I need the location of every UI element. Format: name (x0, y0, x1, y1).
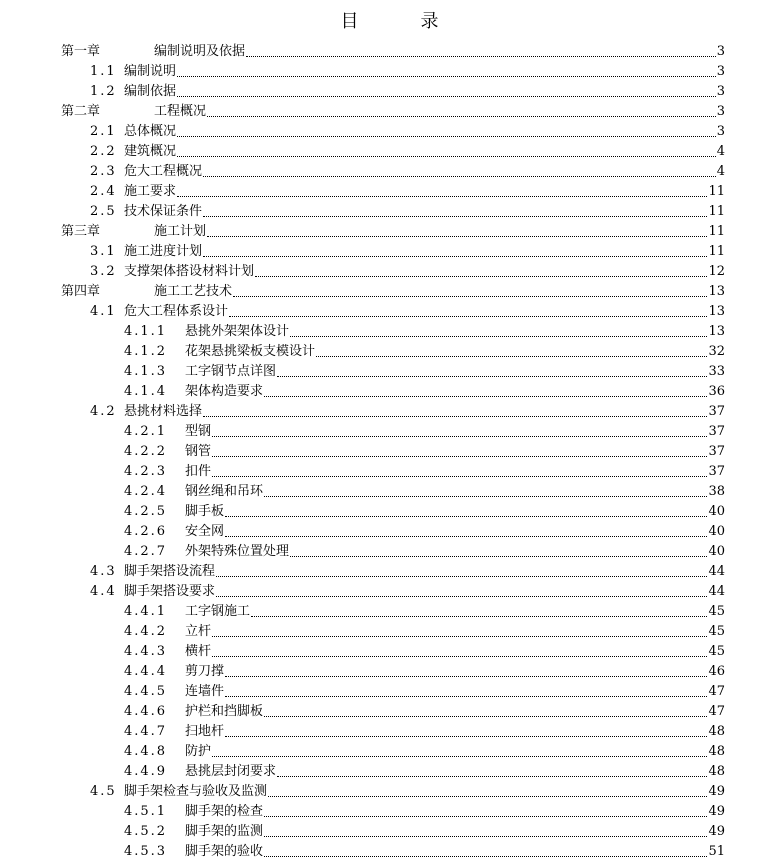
dot-leader (264, 496, 707, 497)
toc-entry[interactable] (0, 562, 779, 582)
toc-entry-page: 49 (708, 784, 725, 799)
dot-leader (212, 436, 707, 437)
toc-entry[interactable] (0, 42, 779, 62)
toc-entry-page: 40 (708, 524, 725, 539)
toc-entry-page: 45 (708, 604, 725, 619)
toc-title: 目 录 (340, 11, 461, 32)
toc-entry[interactable] (0, 182, 779, 202)
toc-entry-page: 40 (708, 504, 725, 519)
dot-leader (229, 316, 707, 317)
toc-entry-number: 4.2.5 (124, 504, 168, 519)
toc-entry[interactable] (0, 522, 779, 542)
toc-entry-page: 13 (708, 284, 725, 299)
toc-entry-title: 脚手架的检查 (185, 804, 264, 819)
dot-leader (268, 796, 707, 797)
toc-entry-title: 外架特殊位置处理 (185, 544, 290, 559)
toc-entry-page: 51 (708, 844, 725, 859)
dot-leader (251, 616, 707, 617)
toc-entry-title: 花架悬挑梁板支模设计 (185, 344, 316, 359)
toc-entry-title: 脚手架搭设流程 (124, 564, 216, 579)
toc-entry-number: 4.2.4 (124, 484, 168, 499)
toc-entry-number: 4.4.7 (124, 724, 168, 739)
dot-leader (225, 736, 707, 737)
toc-entry-number: 3.2 (90, 264, 117, 279)
toc-entry-page: 44 (708, 584, 725, 599)
toc-entry-number: 4.3 (90, 564, 117, 579)
toc-entry-page: 3 (716, 104, 725, 119)
toc-entry-number: 4.5.3 (124, 844, 168, 859)
toc-entry-number: 4.4.1 (124, 604, 168, 619)
toc-entry-title: 建筑概况 (124, 144, 177, 159)
toc-entry-page: 48 (708, 744, 725, 759)
toc-entry-page: 48 (708, 764, 725, 779)
toc-entry-number: 4.4.9 (124, 764, 168, 779)
toc-entry[interactable] (0, 62, 779, 82)
toc-entry-page: 45 (708, 644, 725, 659)
dot-leader (177, 196, 707, 197)
toc-entry-title: 工字钢施工 (185, 604, 251, 619)
dot-leader (203, 216, 707, 217)
dot-leader (212, 476, 707, 477)
toc-entry[interactable] (0, 742, 779, 762)
toc-entry[interactable] (0, 302, 779, 322)
toc-entry-number: 2.4 (90, 184, 117, 199)
toc-entry[interactable] (0, 82, 779, 102)
toc-entry-number: 4.5.1 (124, 804, 168, 819)
toc-entry-number: 第二章 (61, 104, 101, 119)
toc-entry[interactable] (0, 582, 779, 602)
toc-entry-page: 13 (708, 304, 725, 319)
toc-entry-title: 悬挑材料选择 (124, 404, 203, 419)
toc-entry[interactable] (0, 442, 779, 462)
toc-entry-title: 脚手架的监测 (185, 824, 264, 839)
dot-leader (177, 156, 716, 157)
toc-entry[interactable] (0, 762, 779, 782)
dot-leader (290, 336, 707, 337)
dot-leader (290, 556, 707, 557)
toc-entry-number: 2.5 (90, 204, 117, 219)
toc-entry-page: 12 (708, 264, 725, 279)
toc-entry-number: 4.4 (90, 584, 117, 599)
dot-leader (277, 376, 707, 377)
toc-entry-page: 11 (708, 204, 725, 219)
toc-entry[interactable] (0, 642, 779, 662)
toc-entry-title: 立杆 (185, 624, 212, 639)
toc-entry-page: 37 (708, 464, 725, 479)
toc-entry-number: 4.4.4 (124, 664, 168, 679)
dot-leader (277, 776, 707, 777)
toc-entry-title: 技术保证条件 (124, 204, 203, 219)
toc-entry-number: 4.1 (90, 304, 117, 319)
toc-entry[interactable] (0, 202, 779, 222)
toc-entry-page: 13 (708, 324, 725, 339)
toc-entry-number: 4.1.1 (124, 324, 168, 339)
dot-leader (207, 116, 716, 117)
toc-entry-page: 4 (716, 144, 725, 159)
toc-entry-number: 4.5 (90, 784, 117, 799)
dot-leader (264, 716, 707, 717)
toc-entry-page: 33 (708, 364, 725, 379)
toc-entry-title: 护栏和挡脚板 (185, 704, 264, 719)
toc-entry-page: 38 (708, 484, 725, 499)
toc-entry-title: 支撑架体搭设材料计划 (124, 264, 255, 279)
dot-leader (177, 136, 716, 137)
dot-leader (246, 56, 716, 57)
toc-entry-number: 4.4.3 (124, 644, 168, 659)
toc-entry-page: 46 (708, 664, 725, 679)
table-of-contents (0, 42, 779, 862)
toc-entry[interactable] (0, 722, 779, 742)
toc-entry-title: 型钢 (185, 424, 212, 439)
toc-entry-number: 4.4.5 (124, 684, 168, 699)
dot-leader (203, 256, 707, 257)
toc-entry-title: 扫地杆 (185, 724, 225, 739)
dot-leader (203, 416, 707, 417)
toc-entry-title: 编制说明及依据 (154, 44, 246, 59)
toc-entry[interactable] (0, 602, 779, 622)
toc-entry-number: 4.4.2 (124, 624, 168, 639)
toc-entry-title: 悬挑外架架体设计 (185, 324, 290, 339)
toc-entry-title: 危大工程体系设计 (124, 304, 229, 319)
toc-entry-page: 36 (708, 384, 725, 399)
toc-entry-page: 45 (708, 624, 725, 639)
toc-entry[interactable] (0, 122, 779, 142)
toc-entry[interactable] (0, 782, 779, 802)
toc-entry[interactable] (0, 822, 779, 842)
toc-entry-number: 4.2.2 (124, 444, 168, 459)
toc-entry-number: 4.4.8 (124, 744, 168, 759)
toc-entry[interactable] (0, 342, 779, 362)
toc-entry-title: 总体概况 (124, 124, 177, 139)
toc-entry[interactable] (0, 102, 779, 122)
toc-entry-title: 横杆 (185, 644, 212, 659)
dot-leader (212, 756, 707, 757)
toc-entry[interactable] (0, 362, 779, 382)
dot-leader (264, 816, 707, 817)
toc-entry-number: 2.2 (90, 144, 117, 159)
toc-entry[interactable] (0, 242, 779, 262)
toc-entry-page: 47 (708, 704, 725, 719)
toc-entry-number: 4.1.2 (124, 344, 168, 359)
toc-entry-title: 脚手架的验收 (185, 844, 264, 859)
dot-leader (225, 516, 707, 517)
toc-entry-page: 3 (716, 44, 725, 59)
toc-entry-title: 危大工程概况 (124, 164, 203, 179)
toc-entry-title: 编制说明 (124, 64, 177, 79)
toc-entry[interactable] (0, 222, 779, 242)
dot-leader (203, 176, 716, 177)
toc-entry[interactable] (0, 462, 779, 482)
toc-entry-title: 工字钢节点详图 (185, 364, 277, 379)
dot-leader (177, 76, 716, 77)
dot-leader (264, 856, 707, 857)
toc-entry-page: 49 (708, 804, 725, 819)
dot-leader (255, 276, 707, 277)
toc-entry-title: 脚手架检查与验收及监测 (124, 784, 268, 799)
toc-entry[interactable] (0, 322, 779, 342)
toc-entry-number: 4.2.7 (124, 544, 168, 559)
toc-entry-page: 44 (708, 564, 725, 579)
toc-entry-number: 4.1.4 (124, 384, 168, 399)
dot-leader (316, 356, 707, 357)
toc-entry-title: 安全网 (185, 524, 225, 539)
toc-entry[interactable] (0, 162, 779, 182)
toc-entry-number: 1.2 (90, 84, 117, 99)
toc-entry-page: 11 (708, 184, 725, 199)
toc-entry-title: 施工工艺技术 (154, 284, 233, 299)
toc-entry-title: 施工进度计划 (124, 244, 203, 259)
toc-entry-number: 4.4.6 (124, 704, 168, 719)
toc-entry-number: 第四章 (61, 284, 101, 299)
toc-entry-page: 37 (708, 424, 725, 439)
toc-entry-title: 施工计划 (154, 224, 207, 239)
toc-entry-title: 编制依据 (124, 84, 177, 99)
toc-entry-page: 11 (708, 224, 725, 239)
toc-entry[interactable] (0, 142, 779, 162)
toc-entry-page: 3 (716, 64, 725, 79)
toc-entry-page: 11 (708, 244, 725, 259)
toc-entry-page: 3 (716, 84, 725, 99)
toc-entry[interactable] (0, 482, 779, 502)
dot-leader (216, 596, 707, 597)
dot-leader (212, 656, 707, 657)
dot-leader (264, 396, 707, 397)
toc-entry[interactable] (0, 702, 779, 722)
toc-entry-title: 钢丝绳和吊环 (185, 484, 264, 499)
toc-entry-number: 3.1 (90, 244, 117, 259)
dot-leader (216, 576, 707, 577)
toc-entry-page: 4 (716, 164, 725, 179)
toc-entry-number: 4.2.3 (124, 464, 168, 479)
toc-entry-page: 47 (708, 684, 725, 699)
toc-entry-title: 剪刀撑 (185, 664, 225, 679)
toc-entry[interactable] (0, 542, 779, 562)
toc-entry-number: 2.3 (90, 164, 117, 179)
toc-entry[interactable] (0, 802, 779, 822)
dot-leader (225, 536, 707, 537)
toc-entry-title: 连墙件 (185, 684, 225, 699)
toc-entry-title: 脚手板 (185, 504, 225, 519)
toc-entry-page: 49 (708, 824, 725, 839)
toc-entry[interactable] (0, 622, 779, 642)
toc-entry-title: 工程概况 (154, 104, 207, 119)
toc-entry-number: 4.2.1 (124, 424, 168, 439)
dot-leader (207, 236, 707, 237)
toc-entry-page: 3 (716, 124, 725, 139)
toc-entry-number: 4.1.3 (124, 364, 168, 379)
toc-entry[interactable] (0, 502, 779, 522)
toc-entry[interactable] (0, 842, 779, 862)
toc-entry-number: 第三章 (61, 224, 101, 239)
toc-entry-title: 架体构造要求 (185, 384, 264, 399)
dot-leader (264, 836, 707, 837)
dot-leader (225, 696, 707, 697)
toc-entry-title: 防护 (185, 744, 212, 759)
toc-entry-page: 48 (708, 724, 725, 739)
toc-entry[interactable] (0, 422, 779, 442)
toc-entry-number: 1.1 (90, 64, 117, 79)
toc-entry-number: 4.2.6 (124, 524, 168, 539)
toc-entry[interactable] (0, 402, 779, 422)
toc-entry-title: 钢管 (185, 444, 212, 459)
dot-leader (233, 296, 707, 297)
toc-entry-title: 脚手架搭设要求 (124, 584, 216, 599)
toc-entry-number: 第一章 (61, 44, 101, 59)
toc-entry[interactable] (0, 662, 779, 682)
toc-entry[interactable] (0, 282, 779, 302)
toc-entry-title: 悬挑层封闭要求 (185, 764, 277, 779)
dot-leader (212, 636, 707, 637)
dot-leader (177, 96, 716, 97)
toc-entry[interactable] (0, 682, 779, 702)
toc-entry[interactable] (0, 382, 779, 402)
toc-entry-title: 扣件 (185, 464, 212, 479)
toc-entry-page: 37 (708, 404, 725, 419)
toc-entry-title: 施工要求 (124, 184, 177, 199)
toc-entry-page: 37 (708, 444, 725, 459)
dot-leader (212, 456, 707, 457)
toc-entry-page: 32 (708, 344, 725, 359)
toc-entry[interactable] (0, 262, 779, 282)
toc-entry-number: 4.5.2 (124, 824, 168, 839)
toc-entry-number: 2.1 (90, 124, 117, 139)
toc-entry-number: 4.2 (90, 404, 117, 419)
toc-entry-page: 40 (708, 544, 725, 559)
dot-leader (225, 676, 707, 677)
